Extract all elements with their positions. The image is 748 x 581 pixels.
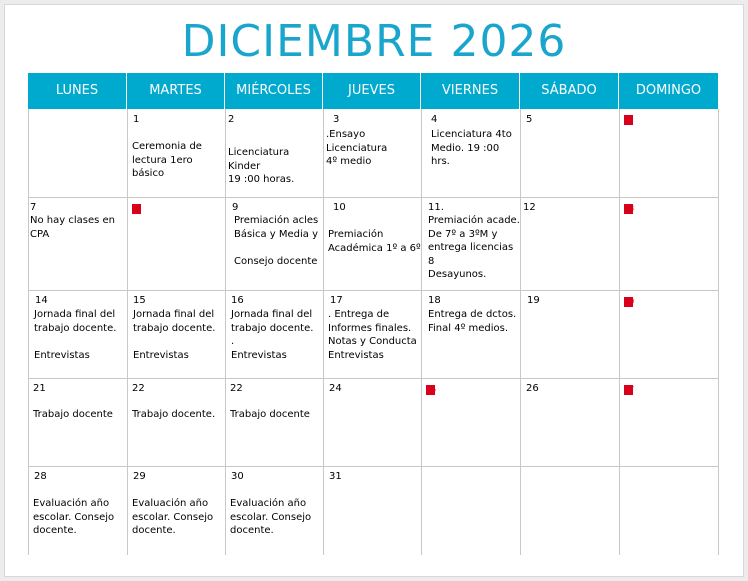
day-event-text: Premiación acles Básica y Media y Consejo docente <box>234 215 319 267</box>
day-event-text: . Entrega de Informes finales. Notas y Conducta Entrevistas <box>328 309 417 361</box>
calendar-day-cell <box>620 109 719 198</box>
calendar-day-cell <box>521 467 620 555</box>
holiday-marker <box>624 115 633 125</box>
day-event-text: Licenciatura 4to Medio. 19 :00 hrs. <box>431 129 512 167</box>
calendar-day-cell <box>324 467 422 555</box>
calendar-day-cell <box>422 379 521 467</box>
calendar-day-cell <box>29 291 128 379</box>
day-event-text: Premiación acade. De 7º a 3ºM y entrega licencias 8 Desayunos. <box>428 215 520 280</box>
day-number: 8 <box>133 204 140 213</box>
day-event-text: Jornada final del trabajo docente. Entrevistas <box>133 309 216 361</box>
day-number: 10 <box>333 202 346 213</box>
holiday-marker <box>132 204 141 214</box>
calendar-day-cell <box>324 291 422 379</box>
day-number: 4 <box>431 114 438 125</box>
calendar-day-cell <box>521 109 620 198</box>
calendar-day-cell <box>324 379 422 467</box>
day-event-text: Ceremonia de lectura 1ero básico <box>132 141 202 179</box>
day-number: 3 <box>333 114 340 125</box>
calendar-day-cell <box>128 467 226 555</box>
weekday-header: MARTES <box>127 73 225 109</box>
day-number: 28 <box>34 471 47 482</box>
calendar-day-cell <box>226 467 324 555</box>
day-number: 18 <box>428 295 441 306</box>
day-number: 30 <box>231 471 244 482</box>
day-number: 24 <box>329 383 342 394</box>
day-event-text: Licenciatura Kinder 19 :00 horas. <box>228 147 295 185</box>
weekday-header: JUEVES <box>323 73 421 109</box>
calendar-day-cell <box>128 109 226 198</box>
day-number: 16 <box>231 295 244 306</box>
holiday-marker <box>624 297 633 307</box>
day-number: 19 <box>527 295 540 306</box>
holiday-marker <box>624 385 633 395</box>
day-number: 2 <box>228 114 235 125</box>
weekday-header: MIÉRCOLES <box>225 73 323 109</box>
calendar-day-cell <box>324 109 422 198</box>
day-number: 11. <box>428 202 444 213</box>
day-event-text: .Ensayo Licenciatura 4º medio <box>326 129 388 167</box>
calendar-day-cell <box>521 379 620 467</box>
day-event-text: Trabajo docente <box>230 409 310 420</box>
day-number: 25 <box>426 385 437 394</box>
calendar-title: DICIEMBRE 2026 <box>181 16 567 67</box>
day-number: 31 <box>329 471 342 482</box>
day-number: 6 <box>625 115 632 124</box>
calendar-day-cell <box>29 467 128 555</box>
calendar-day-cell <box>422 291 521 379</box>
calendar-day-cell <box>521 198 620 291</box>
day-event-text: Entrega de dctos. Final 4º medios. <box>428 309 517 334</box>
calendar-day-cell <box>422 467 521 555</box>
calendar-day-cell <box>226 109 324 198</box>
day-event-text: Jornada final del trabajo docente. . Entrevistas <box>231 309 314 361</box>
day-number: 21 <box>33 383 46 394</box>
calendar-grid <box>28 109 718 555</box>
calendar-day-cell <box>620 198 719 291</box>
day-event-text: Jornada final del trabajo docente. Entrevistas <box>34 309 117 361</box>
calendar-day-cell <box>620 379 719 467</box>
calendar-day-cell <box>226 379 324 467</box>
calendar-day-cell <box>620 467 719 555</box>
calendar-day-cell <box>128 379 226 467</box>
day-event-text: Premiación Académica 1º a 6º <box>328 229 421 254</box>
day-number: 9 <box>232 202 239 213</box>
day-number: 12 <box>523 202 536 213</box>
day-number: 17 <box>330 295 343 306</box>
calendar-day-cell <box>226 198 324 291</box>
day-number: 15 <box>133 295 146 306</box>
day-event-text: Trabajo docente <box>33 409 113 420</box>
calendar-day-cell <box>620 291 719 379</box>
calendar-day-cell <box>324 198 422 291</box>
day-number: 22 <box>230 383 243 394</box>
weekday-header: DOMINGO <box>635 83 702 98</box>
day-number: 26 <box>526 383 539 394</box>
calendar-day-cell <box>422 198 521 291</box>
weekday-header: LUNES <box>28 73 127 109</box>
calendar-table <box>28 73 718 555</box>
day-event-text: Evaluación año escolar. Consejo docente. <box>230 498 312 536</box>
calendar-day-cell <box>29 109 128 198</box>
calendar-day-cell <box>128 291 226 379</box>
holiday-marker <box>624 204 633 214</box>
day-event-text: No hay clases en CPA <box>30 215 115 240</box>
day-number: 20 <box>624 297 635 306</box>
calendar-day-cell <box>422 109 521 198</box>
day-event-text: Evaluación año escolar. Consejo docente. <box>132 498 214 536</box>
calendar-day-cell <box>128 198 226 291</box>
calendar-day-cell <box>29 198 128 291</box>
day-number: 13 <box>624 204 635 213</box>
calendar-day-cell <box>226 291 324 379</box>
day-number: 7 <box>30 202 37 213</box>
day-number: 27 <box>624 385 635 394</box>
weekday-header: VIERNES <box>421 73 520 109</box>
calendar-day-cell <box>29 379 128 467</box>
day-event-text: Evaluación año escolar. Consejo docente. <box>33 498 115 536</box>
calendar-day-cell <box>521 291 620 379</box>
weekday-header-row <box>28 73 718 109</box>
day-number: 29 <box>133 471 146 482</box>
day-number: 1 <box>133 114 140 125</box>
day-number: 22 <box>132 383 145 394</box>
weekday-header: SÁBADO <box>520 73 619 109</box>
day-number: 14 <box>35 295 48 306</box>
holiday-marker <box>426 385 435 395</box>
day-number: 5 <box>526 114 533 125</box>
day-event-text: Trabajo docente. <box>132 409 216 420</box>
